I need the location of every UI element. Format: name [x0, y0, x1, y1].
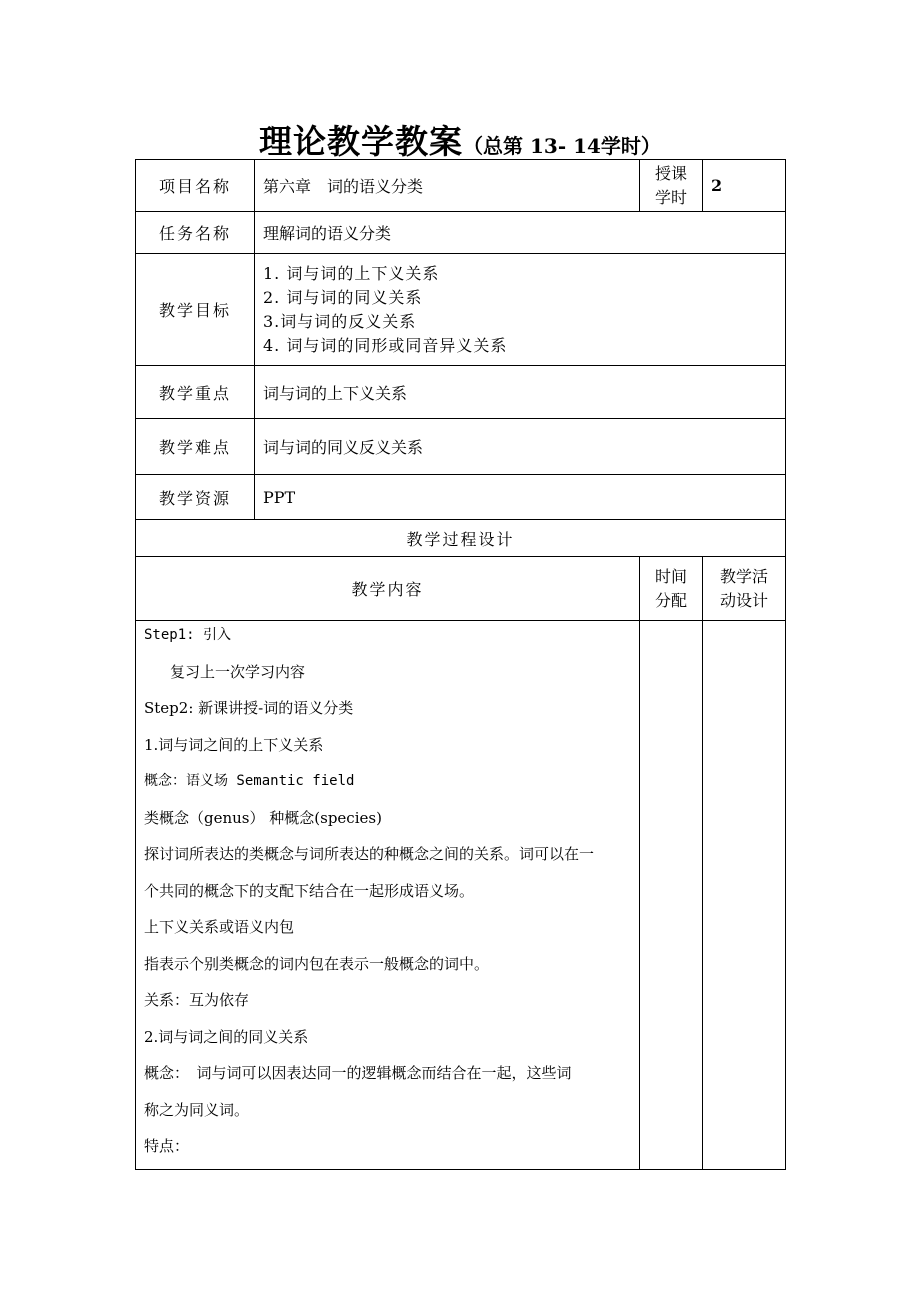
label-difficulty: 教学难点	[136, 419, 255, 475]
value-difficulty: 词与词的同义反义关系	[255, 419, 786, 475]
row-difficulty	[136, 419, 786, 475]
title-sub: （总第 13- 14学时）	[463, 134, 661, 158]
row-process-content	[136, 621, 786, 1170]
lesson-plan-table	[135, 159, 786, 1170]
content-line: 复习上一次学习内容	[170, 662, 306, 681]
col-content-header: 教学内容	[136, 557, 640, 621]
process-heading: 教学过程设计	[136, 520, 786, 557]
activity-cell	[703, 621, 786, 1170]
content-line: 探讨词所表达的类概念与词所表达的种概念之间的关系。词可以在一	[144, 845, 595, 863]
content-line: Step1: 引入	[144, 627, 232, 643]
row-project	[136, 160, 786, 212]
value-task: 理解词的语义分类	[255, 212, 786, 254]
value-hours: 2	[703, 160, 786, 212]
title-main: 理论教学教案	[259, 122, 464, 161]
row-resources	[136, 475, 786, 520]
col-time-header: 时间 分配	[640, 557, 703, 621]
row-process-heading	[136, 520, 786, 557]
content-line: 特点：	[144, 1137, 190, 1155]
label-focus: 教学重点	[136, 366, 255, 419]
value-goals	[255, 254, 786, 366]
goal-item: 1. 词与词的上下义关系	[263, 263, 440, 283]
content-line: 1.词与词之间的上下义关系	[144, 735, 324, 754]
content-line: 上下义关系或语义内包	[144, 918, 295, 936]
time-cell	[640, 621, 703, 1170]
row-goals	[136, 254, 786, 366]
label-resources: 教学资源	[136, 475, 255, 520]
row-focus	[136, 366, 786, 419]
content-line: 个共同的概念下的支配下结合在一起形成语义场。	[144, 881, 475, 900]
content-line: 关系：互为依存	[144, 991, 250, 1009]
value-resources: PPT	[255, 475, 786, 520]
label-task: 任务名称	[136, 212, 255, 254]
content-line: 概念： 词与词可以因表达同一的逻辑概念而结合在一起，这些词	[144, 1064, 572, 1082]
content-line: 称之为同义词。	[144, 1100, 250, 1119]
content-cell	[136, 621, 640, 1170]
content-line: 指表示个别类概念的词内包在表示一般概念的词中。	[144, 954, 490, 973]
goal-item: 3.词与词的反义关系	[263, 311, 417, 331]
col-activity-header: 教学活 动设计	[703, 557, 786, 621]
row-process-columns	[136, 557, 786, 621]
row-task	[136, 212, 786, 254]
label-hours: 授课 学时	[640, 160, 703, 212]
label-project: 项目名称	[136, 160, 255, 212]
content-line: 2.词与词之间的同义关系	[144, 1027, 309, 1046]
content-line: 概念：语义场 Semantic field	[144, 773, 355, 789]
content-line: Step2: 新课讲授-词的语义分类	[144, 699, 354, 717]
content-line: 类概念（genus） 种概念(species)	[144, 808, 382, 827]
label-goals: 教学目标	[136, 254, 255, 366]
goal-item: 4. 词与词的同形或同音异义关系	[263, 335, 508, 355]
goal-item: 2. 词与词的同义关系	[263, 287, 423, 307]
value-project: 第六章 词的语义分类	[255, 160, 640, 212]
document-title	[0, 116, 920, 163]
value-focus: 词与词的上下义关系	[255, 366, 786, 419]
